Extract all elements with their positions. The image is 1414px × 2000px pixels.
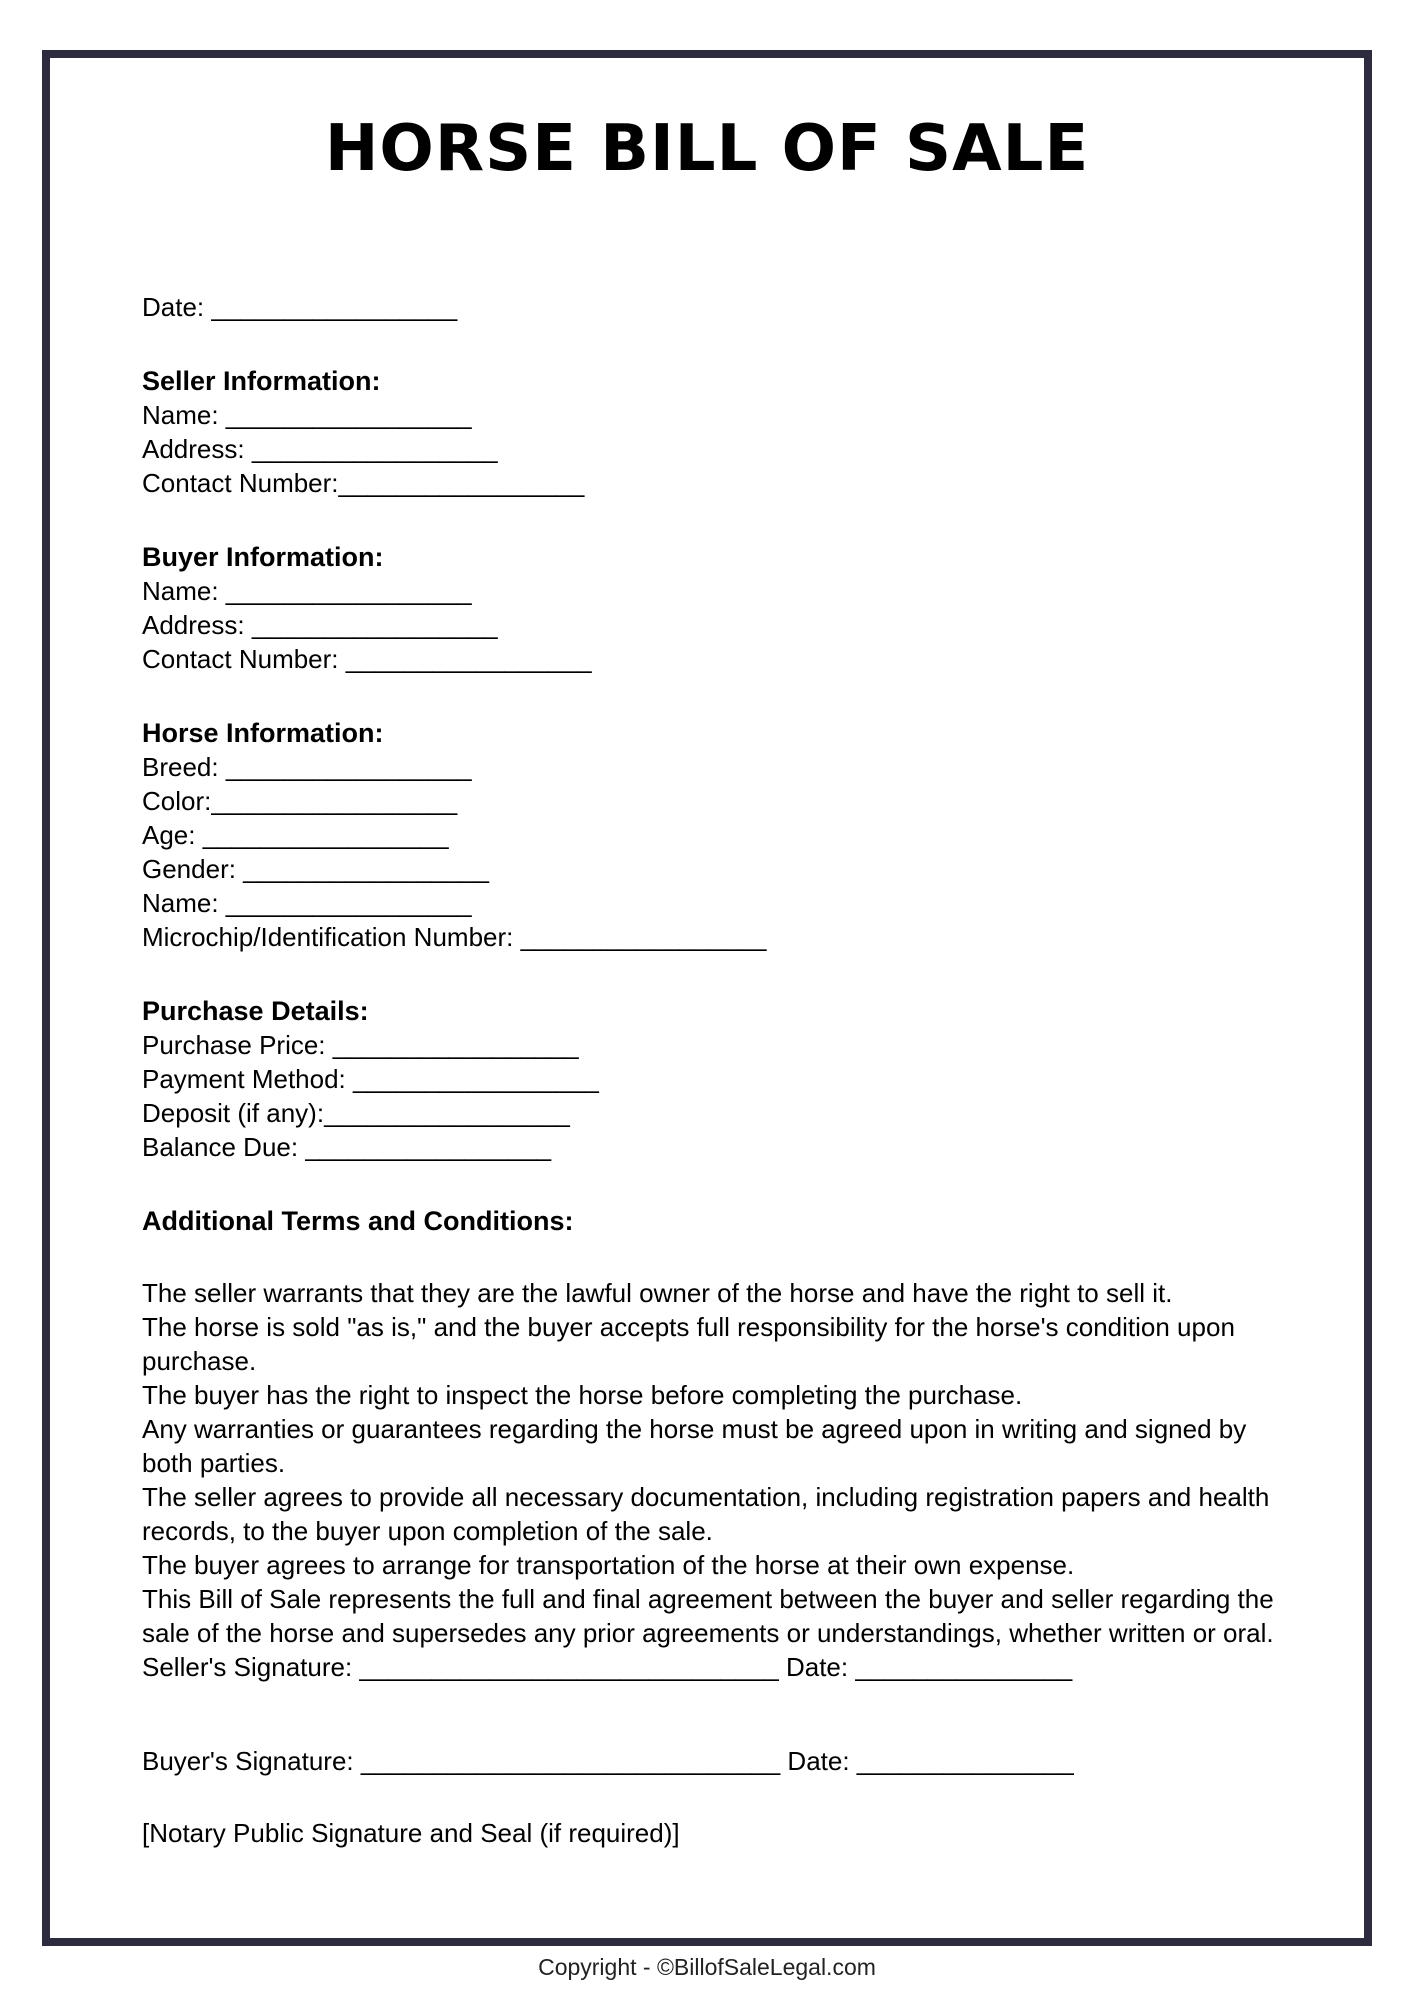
seller-address-field: Address: _________________: [142, 434, 498, 464]
terms-section: [142, 1204, 1292, 1650]
buyer-signature-line: Buyer's Signature: _____________________________ Date: _______________: [142, 1746, 1074, 1776]
deposit-field: Deposit (if any):_________________: [142, 1098, 570, 1128]
horse-breed-field: Breed: _________________: [142, 752, 472, 782]
terms-item: The horse is sold "as is," and the buyer accepts full responsibility for the horse's condition upon purchase.: [142, 1312, 1235, 1376]
purchase-price-field: Purchase Price: _________________: [142, 1030, 579, 1060]
terms-item: The seller agrees to provide all necessary documentation, including registration papers and health records, to the buyer upon completion of the sale.: [142, 1482, 1270, 1546]
terms-item: The buyer agrees to arrange for transportation of the horse at their own expense.: [142, 1550, 1075, 1580]
balance-due-field: Balance Due: _________________: [142, 1132, 552, 1162]
terms-heading: Additional Terms and Conditions:: [142, 1206, 574, 1236]
seller-heading: Seller Information:: [142, 366, 381, 396]
signature-section: [142, 1650, 1292, 1850]
buyer-contact-field: Contact Number: _________________: [142, 644, 592, 674]
horse-name-field: Name: _________________: [142, 888, 472, 918]
horse-color-field: Color:_________________: [142, 786, 458, 816]
seller-section: [142, 364, 1292, 500]
horse-gender-field: Gender: _________________: [142, 854, 489, 884]
seller-contact-field: Contact Number:_________________: [142, 468, 585, 498]
horse-heading: Horse Information:: [142, 718, 384, 748]
purchase-heading: Purchase Details:: [142, 996, 369, 1026]
copyright-footer: Copyright - ©BillofSaleLegal.com: [538, 1954, 876, 1980]
terms-item: Any warranties or guarantees regarding the horse must be agreed upon in writing and signed by both parties.: [142, 1414, 1247, 1478]
date-field: Date: _________________: [142, 292, 458, 322]
terms-item: The seller warrants that they are the lawful owner of the horse and have the right to sell it.: [142, 1278, 1173, 1308]
seller-signature-line: Seller's Signature: _____________________________ Date: _______________: [142, 1652, 1073, 1682]
purchase-section: [142, 994, 1292, 1164]
buyer-address-field: Address: _________________: [142, 610, 498, 640]
terms-item: The buyer has the right to inspect the horse before completing the purchase.: [142, 1380, 1023, 1410]
horse-microchip-field: Microchip/Identification Number: _________________: [142, 922, 767, 952]
document-title: HORSE BILL OF SALE: [324, 112, 1090, 186]
buyer-heading: Buyer Information:: [142, 542, 384, 572]
terms-item: This Bill of Sale represents the full and final agreement between the buyer and seller regarding the sale of the horse and supersedes any prior agreements or understandings, whether written or oral.: [142, 1584, 1274, 1648]
horse-age-field: Age: _________________: [142, 820, 449, 850]
payment-method-field: Payment Method: _________________: [142, 1064, 599, 1094]
buyer-name-field: Name: _________________: [142, 576, 472, 606]
buyer-section: [142, 540, 1292, 676]
notary-line: [Notary Public Signature and Seal (if required)]: [142, 1818, 680, 1848]
horse-section: [142, 716, 1292, 954]
seller-name-field: Name: _________________: [142, 400, 472, 430]
document-body: [142, 290, 1292, 1850]
